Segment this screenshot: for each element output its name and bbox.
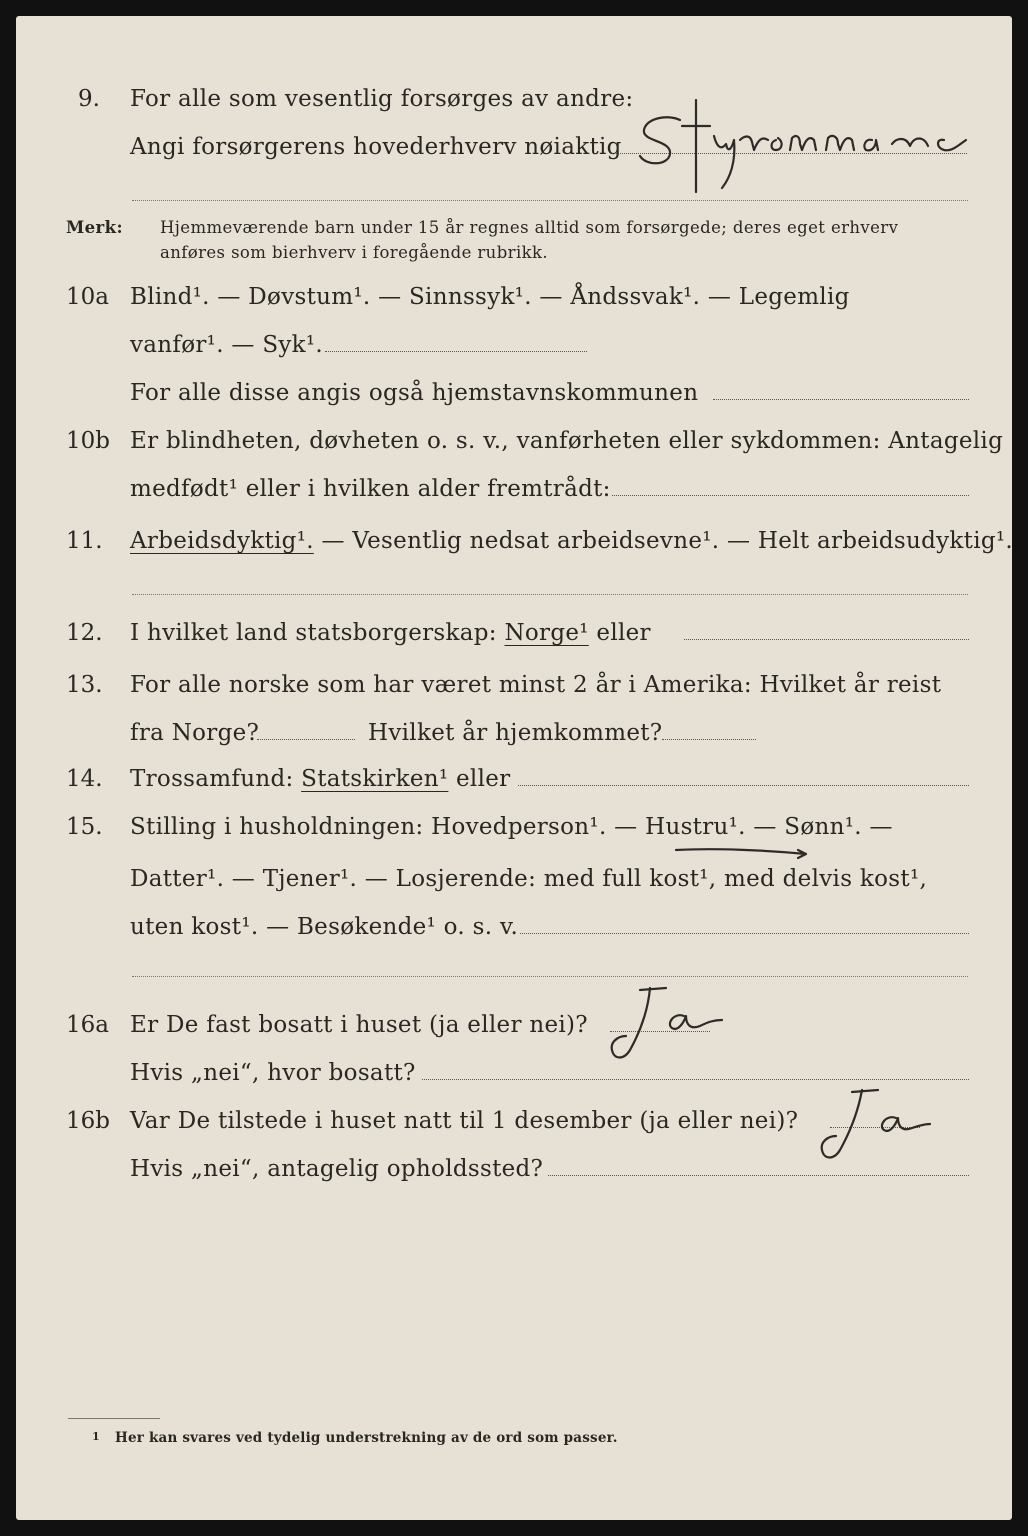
q13-departed-label: fra Norge? bbox=[130, 720, 260, 746]
footnote-divider bbox=[68, 1418, 160, 1419]
q9-number: 9. bbox=[78, 86, 100, 112]
q13-departed-answer-line[interactable] bbox=[257, 739, 355, 740]
q10b-number: 10b bbox=[66, 428, 110, 454]
q11-options bbox=[130, 528, 1013, 554]
q9-line1: For alle som vesentlig forsørges av andre: bbox=[130, 86, 634, 112]
q12-question: I hvilket land statsborgerskap: bbox=[130, 620, 497, 646]
q16b-handwriting-ja bbox=[812, 1080, 942, 1170]
q12-line bbox=[130, 620, 651, 646]
q10b-line1: Er blindheten, døvheten o. s. v., vanførheten eller sykdommen: Antagelig bbox=[130, 428, 1004, 454]
merk-line2: anføres som bierhverv i foregående rubrikk. bbox=[160, 243, 549, 262]
q16b-whereabouts-answer-line[interactable] bbox=[548, 1175, 969, 1176]
q14-question: Trossamfund: bbox=[130, 766, 294, 792]
q14-number: 14. bbox=[66, 766, 103, 792]
q16b-line1: Var De tilstede i huset natt til 1 desember (ja eller nei)? bbox=[130, 1108, 799, 1134]
q15-option-sonn: — Sønn¹. — bbox=[753, 814, 893, 840]
q10a-line2: vanfør¹. — Syk¹. bbox=[130, 332, 324, 358]
q16a-handwriting-ja bbox=[604, 980, 734, 1070]
q14-option-statskirken[interactable]: Statskirken¹ bbox=[301, 766, 449, 792]
q14-answer-line[interactable] bbox=[518, 785, 969, 786]
q13-returned-label: Hvilket år hjemkommet? bbox=[368, 720, 663, 746]
q10b-answer-line[interactable] bbox=[612, 495, 969, 496]
q15-household-label: Stilling i husholdningen: Hovedperson¹. — bbox=[130, 814, 638, 840]
q13-number: 13. bbox=[66, 672, 103, 698]
q10a-number: 10a bbox=[66, 284, 109, 310]
q15-line1 bbox=[130, 814, 893, 840]
q9-divider bbox=[132, 200, 968, 201]
q15-option-hustru[interactable]: Hustru¹. bbox=[645, 814, 746, 840]
q12-number: 12. bbox=[66, 620, 103, 646]
merk-label: Merk: bbox=[66, 218, 123, 237]
q10a-line3: For alle disse angis også hjemstavnskommunen bbox=[130, 380, 699, 406]
q16a-line2: Hvis „nei“, hvor bosatt? bbox=[130, 1060, 416, 1086]
q16a-line1: Er De fast bosatt i huset (ja eller nei)? bbox=[130, 1012, 588, 1038]
q11-option-arbeidsdyktig[interactable]: Arbeidsdyktig¹. bbox=[130, 528, 314, 554]
footnote-text: Her kan svares ved tydelig understrekning av de ord som passer. bbox=[115, 1430, 618, 1446]
q15-hustru-underline bbox=[674, 842, 814, 862]
q12-answer-line[interactable] bbox=[684, 639, 969, 640]
q16a-number: 16a bbox=[66, 1012, 109, 1038]
q9-line2: Angi forsørgerens hovederhverv nøiaktig bbox=[130, 134, 622, 160]
footnote-mark: 1 bbox=[92, 1430, 100, 1443]
q15-line2: Datter¹. — Tjener¹. — Losjerende: med full kost¹, med delvis kost¹, bbox=[130, 866, 928, 892]
q11-divider bbox=[132, 594, 968, 595]
q10a-hometown-answer-line[interactable] bbox=[713, 399, 969, 400]
q14-line bbox=[130, 766, 510, 792]
q10a-line1: Blind¹. — Døvstum¹. — Sinnssyk¹. — Åndssvak¹. — Legemlig bbox=[130, 284, 850, 310]
q13-line1: For alle norske som har været minst 2 år i Amerika: Hvilket år reist bbox=[130, 672, 942, 698]
q10a-sick-answer-line[interactable] bbox=[325, 351, 587, 352]
q10b-line2: medfødt¹ eller i hvilken alder fremtrådt: bbox=[130, 476, 611, 502]
q12-or: eller bbox=[588, 620, 651, 646]
q12-option-norge[interactable]: Norge¹ bbox=[504, 620, 589, 646]
q13-returned-answer-line[interactable] bbox=[662, 739, 756, 740]
q15-divider bbox=[132, 976, 968, 977]
q11-number: 11. bbox=[66, 528, 103, 554]
q14-or: eller bbox=[448, 766, 511, 792]
q15-line3: uten kost¹. — Besøkende¹ o. s. v. bbox=[130, 914, 519, 940]
q16b-number: 16b bbox=[66, 1108, 110, 1134]
q15-answer-line[interactable] bbox=[520, 933, 969, 934]
q16b-line2: Hvis „nei“, antagelig opholdssted? bbox=[130, 1156, 544, 1182]
q15-number: 15. bbox=[66, 814, 103, 840]
merk-line1: Hjemmeværende barn under 15 år regnes alltid som forsørgede; deres eget erhverv bbox=[160, 218, 899, 237]
q11-other-options: — Vesentlig nedsat arbeidsevne¹. — Helt arbeidsudyktig¹. bbox=[313, 528, 1014, 554]
q9-handwriting-signature bbox=[610, 92, 970, 202]
